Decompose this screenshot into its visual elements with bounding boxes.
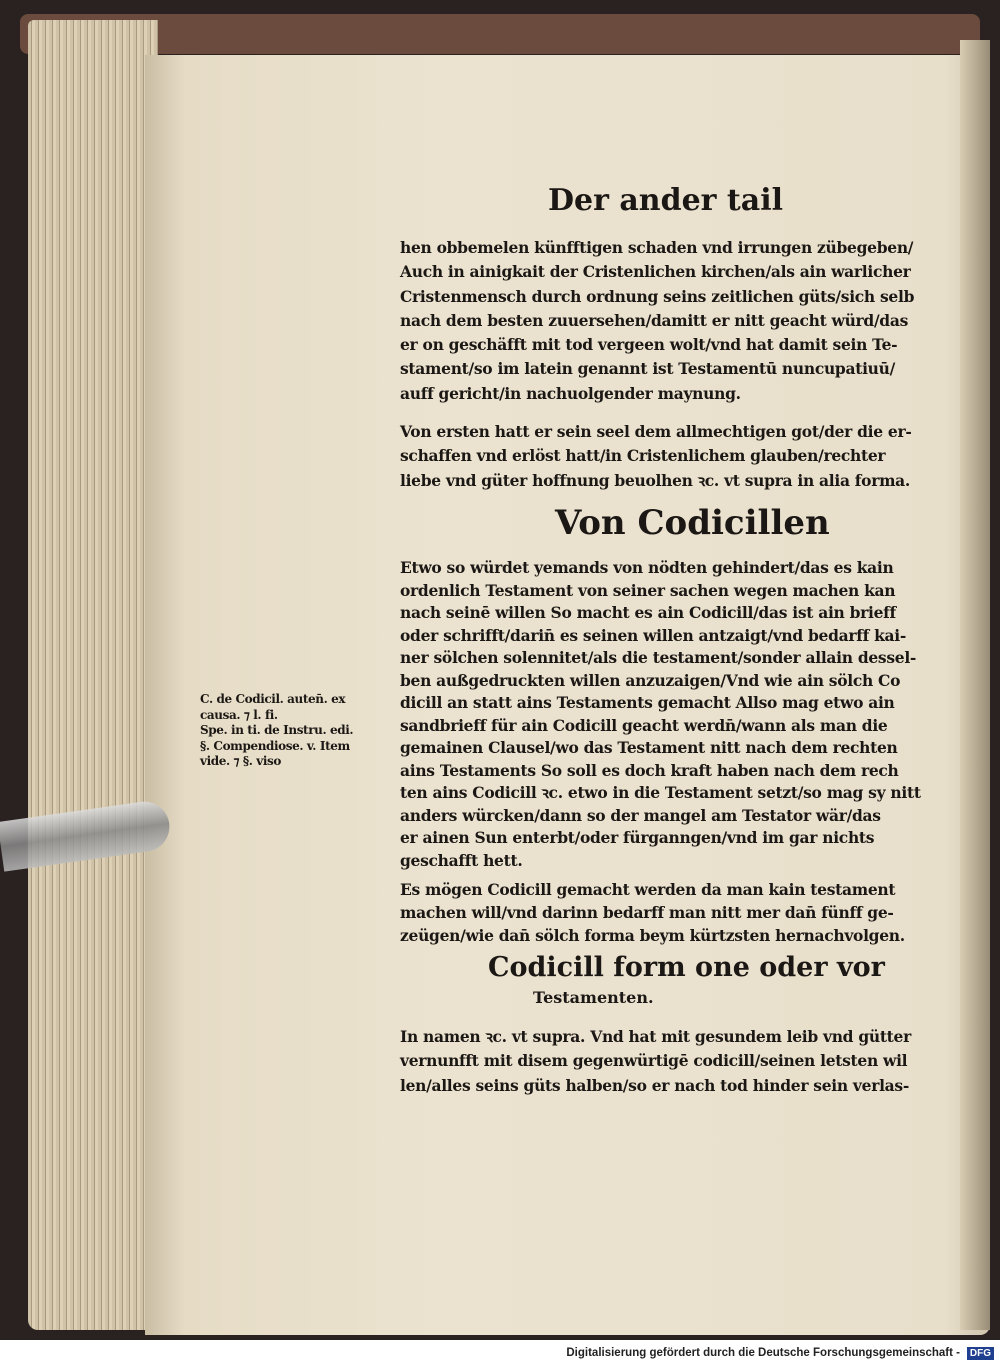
margin-note	[200, 692, 353, 770]
note-line: C. de Codicil. auten̄. ex	[200, 692, 346, 706]
subsection-heading-continued: Testamenten.	[533, 988, 654, 1007]
funding-credit: Digitalisierung gefördert durch die Deutsche Forschungsgemeinschaft -	[566, 1347, 960, 1359]
paragraph-5	[400, 1025, 911, 1098]
text-line: Cristenmensch durch ordnung seins zeitlichen güts/sich selb	[400, 286, 915, 306]
text-line: ben außgedruckten willen anzuzaigen/Vnd wie ain sölch Co	[400, 670, 901, 690]
text-line: ordenlich Testament von seiner sachen wegen machen kan	[400, 580, 896, 600]
text-line: auff gericht/in nachuolgender maynung.	[400, 383, 741, 403]
right-page-edge	[960, 40, 990, 1330]
text-line: sandbrieff für ain Codicill geacht werdn̄/wann als man die	[400, 715, 888, 735]
running-title: Der ander tail	[548, 183, 784, 218]
page-edges	[28, 20, 158, 1330]
text-line: Von ersten hatt er sein seel dem allmechtigen got/der die er-	[400, 422, 912, 441]
text-line: len/alles seins güts halben/so er nach tod hinder sein verlas-	[400, 1075, 909, 1095]
text-line: ains Testaments So soll es doch kraft haben nach dem rech	[400, 760, 899, 780]
text-line: Es mögen Codicill gemacht werden da man kain testament	[400, 880, 896, 899]
book-cover	[20, 14, 980, 54]
note-line: Spe. in ti. de Instru. edi.	[200, 723, 354, 737]
text-line: oder schrifft/darin̄ es seinen willen antzaigt/vnd bedarff kai-	[400, 625, 906, 645]
text-line: liebe vnd güter hoffnung beuolhen ꝛc. vt supra in alia forma.	[400, 470, 911, 490]
dfg-logo: DFG	[967, 1347, 994, 1360]
note-line: §. Compendiose. v. Item	[200, 738, 350, 753]
text-line: er ainen Sun enterbt/oder fürganngen/vnd im gar nichts	[400, 828, 875, 847]
text-line: nach seinē willen So macht es ain Codicill/das ist ain brieff	[400, 603, 896, 622]
text-line: schaffen vnd erlöst hatt/in Cristenlichem glauben/rechter	[400, 446, 886, 466]
text-line: hen obbemelen künfftigen schaden vnd irrungen zübegeben/	[400, 238, 914, 257]
note-line: vide. ⁊ §. viso	[200, 754, 281, 768]
text-line: stament/so im latein genannt ist Testamentū nuncupatiuū/	[400, 359, 895, 379]
section-heading: Von Codicillen	[555, 503, 830, 543]
footer-bar	[0, 1340, 1000, 1368]
text-line: dicill an statt ains Testaments gemacht Allso mag etwo ain	[400, 693, 895, 712]
text-line: anders würcken/dann so der mangel am Testator wär/das	[400, 805, 881, 825]
text-line: machen will/vnd darinn bedarff man nitt mer dan̄ fünff ge-	[400, 903, 894, 922]
text-line: nach dem besten zuuersehen/damitt er nitt geacht würd/das	[400, 310, 909, 330]
text-line: Etwo so würdet yemands von nödten gehindert/das es kain	[400, 558, 894, 577]
text-line: geschafft hett.	[400, 850, 523, 870]
subsection-heading: Codicill form one oder vor	[488, 952, 885, 983]
text-line: vernunfft mit disem gegenwürtigē codicill/seinen letsten wil	[400, 1051, 908, 1071]
text-line: gemainen Clausel/wo das Testament nitt nach dem rechten	[400, 738, 898, 757]
text-line: Auch in ainigkait der Cristenlichen kirchen/als ain warlicher	[400, 262, 911, 282]
paragraph-2	[400, 420, 911, 493]
note-line: causa. ⁊ l. fi.	[200, 707, 278, 722]
paragraph-4	[400, 878, 905, 947]
paragraph-3	[400, 557, 921, 872]
text-line: In namen ꝛc. vt supra. Vnd hat mit gesundem leib vnd gütter	[400, 1027, 911, 1046]
text-line: er on geschäfft mit tod vergeen wolt/vnd hat damit sein Te-	[400, 335, 898, 355]
text-line: zeügen/wie dan̄ sölch forma beym kürtzsten hernachvolgen.	[400, 926, 905, 945]
paragraph-1	[400, 236, 914, 406]
text-line: ten ains Codicill ꝛc. etwo in die Testament setzt/so mag sy nitt	[400, 783, 921, 802]
text-line: ner sölchen solennitet/als die testament/sonder allain dessel-	[400, 648, 917, 667]
